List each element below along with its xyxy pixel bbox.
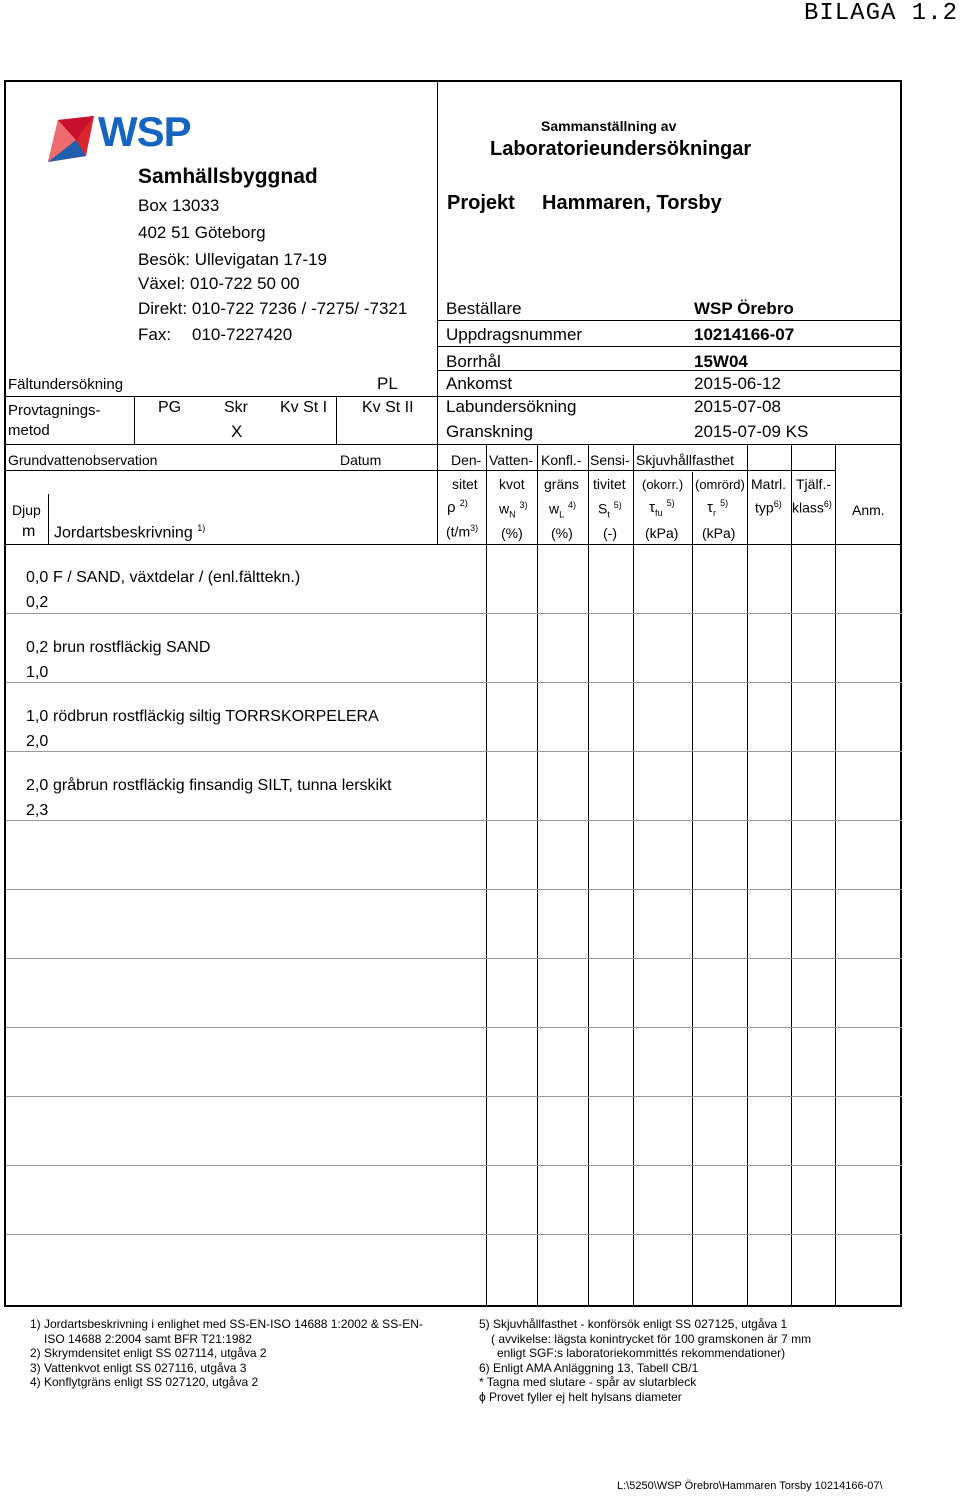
footnote: 6) Enligt AMA Anläggning 13, Tabell CB/1 — [479, 1360, 699, 1375]
col-material-type: Matrl. — [751, 476, 786, 492]
address-line: Växel: 010-722 50 00 — [138, 274, 300, 293]
col-shear-r-symbol: $\tau_r$ $^{5)}$ — [707, 498, 729, 518]
meta-value: 15W04 — [694, 352, 748, 371]
address-line: Besök: Ullevigatan 17-19 — [138, 250, 328, 269]
address-line: Box 13033 — [138, 196, 220, 215]
col-density-unit: ($t/m^{3)}$ — [446, 523, 479, 540]
depth-label: Djup — [12, 502, 41, 518]
footnote: * Tagna med slutare - spår av slutarbleck — [479, 1375, 697, 1389]
method-mark: X — [231, 422, 243, 441]
layer-depth-to: 2,3 — [26, 802, 49, 819]
soil-description-label: Jordartsbeskrivning $^{1)}$ — [54, 523, 206, 542]
col-density: Den- — [451, 452, 482, 468]
col-water-symbol: $w_N$ $^{3)}$ — [499, 500, 528, 520]
wsp-logo-icon — [46, 112, 96, 164]
meta-label: Uppdragsnummer — [446, 325, 583, 344]
layer-depth-to: 0,2 — [26, 594, 49, 611]
report-title: Laboratorieundersökningar — [490, 138, 752, 160]
method-skr: Skr — [224, 399, 248, 416]
footnote: ϕ Provet fyller ej helt hylsans diameter — [479, 1389, 682, 1404]
col-shear-uncorrected: (okorr.) — [642, 477, 684, 492]
col-sensitivity-unit: (-) — [603, 525, 617, 541]
address-line: Direkt: 010-722 7236 / -7275/ -7321 — [138, 299, 408, 318]
footnote: 5) Skjuvhållfasthet - konförsök enligt SS 027125, utgåva 1 — [479, 1317, 788, 1331]
fax-value: 010-7227420 — [192, 325, 293, 344]
pl-label: PL — [377, 374, 398, 393]
col-sensitivity: Sensi- — [590, 452, 630, 468]
field-investigation-label: Fältundersökning — [8, 376, 124, 393]
layer-description: F / SAND, växtdelar / (enl.fälttekn.) — [53, 569, 301, 586]
col-material-type: typ$^{6)}$ — [755, 499, 782, 516]
col-liquid-limit-unit: (%) — [551, 525, 573, 541]
layer-depth-from: 0,0 — [26, 569, 49, 586]
col-frost-class: Tjälf.- — [796, 476, 831, 492]
layer-description: brun rostfläckig SAND — [53, 639, 211, 656]
fax-label: Fax: — [138, 325, 172, 344]
footnotes-left — [30, 1317, 423, 1390]
project-value: Hammaren, Torsby — [542, 192, 722, 214]
report-subtitle: Sammanställning av — [541, 118, 677, 134]
sampling-label: Provtagnings- — [8, 402, 101, 419]
col-water: kvot — [499, 476, 525, 492]
attachment-label: BILAGA 1.2 — [803, 0, 958, 27]
meta-label: Ankomst — [446, 374, 513, 393]
depth-unit: m — [22, 523, 36, 540]
col-density-symbol: ρ $^{2)}$ — [447, 498, 468, 516]
footnote: ISO 14688 2:2004 samt BFR T21:1982 — [44, 1331, 252, 1346]
col-shear-remoulded: (omrörd) — [695, 477, 745, 492]
layer-depth-from: 0,2 — [26, 639, 49, 656]
layer-description: gråbrun rostfläckig finsandig SILT, tunna lerskikt — [53, 777, 392, 794]
footnote: ( avvikelse: lägsta konintrycket för 100 gramskonen är 7 mm — [491, 1331, 812, 1346]
col-liquid-limit: gräns — [544, 476, 580, 492]
layer-depth-from: 2,0 — [26, 777, 49, 794]
col-liquid-limit: Konfl.- — [541, 452, 582, 468]
groundwater-label: Grundvattenobservation — [8, 452, 158, 468]
method-pg: PG — [158, 399, 182, 416]
meta-value: 2015-07-09 KS — [694, 422, 809, 441]
col-liquid-limit-symbol: $w_L$ $^{4)}$ — [549, 500, 577, 520]
col-remarks: Anm. — [852, 502, 885, 518]
col-water-unit: (%) — [501, 525, 523, 541]
sampling-label: metod — [8, 422, 50, 439]
date-label: Datum — [340, 452, 382, 468]
layer-description: rödbrun rostfläckig siltig TORRSKORPELERA — [53, 708, 379, 725]
col-shear-fu-unit: (kPa) — [645, 525, 679, 541]
meta-label: Granskning — [446, 422, 533, 441]
company-logo-text: WSP — [98, 108, 191, 155]
meta-label: Beställare — [446, 299, 522, 318]
footnote: 4) Konflytgräns enligt SS 027120, utgåva 2 — [30, 1375, 259, 1389]
company-division: Samhällsbyggnad — [138, 165, 318, 188]
meta-value: 10214166-07 — [694, 325, 795, 344]
method-kv-st-i: Kv St I — [280, 399, 328, 416]
footnote: 1) Jordartsbeskrivning i enlighet med SS-EN-ISO 14688 1:2002 & SS-EN- — [30, 1317, 423, 1331]
col-sensitivity: tivitet — [593, 476, 626, 492]
file-path: L:\5250\WSP Örebro\Hammaren Torsby 10214166-07\ — [617, 1480, 883, 1492]
col-sensitivity-symbol: $S_t$ $^{5)}$ — [598, 500, 622, 520]
footnote: 3) Vattenkvot enligt SS 027116, utgåva 3 — [30, 1360, 247, 1375]
layer-depth-to: 2,0 — [26, 733, 49, 750]
col-frost-class: klass$^{6)}$ — [792, 499, 832, 516]
lab-summary-form — [4, 80, 902, 1307]
meta-value: 2015-07-08 — [694, 397, 781, 416]
meta-value: 2015-06-12 — [694, 374, 781, 393]
meta-label: Borrhål — [446, 352, 501, 371]
footnote: enligt SGF:s laboratoriekommittés rekommendationer) — [497, 1346, 786, 1360]
meta-value: WSP Örebro — [694, 299, 794, 318]
project-label: Projekt — [447, 192, 515, 214]
col-shear-strength: Skjuvhållfasthet — [636, 452, 735, 468]
footnotes-right — [479, 1317, 811, 1404]
col-density: sitet — [452, 476, 478, 492]
col-shear-r-unit: (kPa) — [702, 525, 736, 541]
col-water: Vatten- — [489, 452, 534, 468]
layer-depth-to: 1,0 — [26, 664, 49, 681]
method-kv-st-ii: Kv St II — [362, 399, 414, 416]
footnote: 2) Skrymdensitet enligt SS 027114, utgåva 2 — [30, 1346, 267, 1360]
col-shear-fu-symbol: $\tau_{fu}$ $^{5)}$ — [649, 498, 675, 518]
address-line: 402 51 Göteborg — [138, 223, 266, 242]
layer-depth-from: 1,0 — [26, 708, 49, 725]
meta-label: Labundersökning — [446, 397, 577, 416]
